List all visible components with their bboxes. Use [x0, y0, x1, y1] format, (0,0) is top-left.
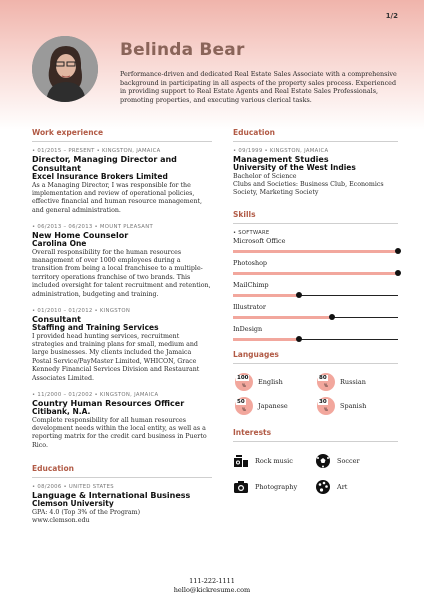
degree-type: Bachelor of Science [233, 172, 297, 180]
language-name: Japanese [258, 401, 288, 410]
entry-meta: • 09/1999 • KINGSTON, JAMAICA [233, 148, 329, 154]
language-item [233, 370, 315, 394]
section-title-interests: Interests [233, 428, 398, 442]
interests-grid [233, 448, 398, 500]
language-name: Spanish [340, 401, 367, 410]
section-title-education: Education [32, 464, 212, 478]
entry-description: As a Managing Director, I was responsible for the implementation and review of operational policies, effective financial and human resource management, and general administration. [32, 181, 203, 214]
skill-item [233, 325, 398, 340]
language-item [315, 370, 397, 394]
percent-sign: % [324, 406, 328, 412]
left-column [32, 128, 212, 534]
entry-meta: • 01/2010 – 01/2012 • KINGSTON [32, 308, 131, 315]
skill-level-fill [233, 250, 398, 253]
entry-meta: • 08/2006 • UNITED STATES [32, 484, 114, 491]
entry-role: Consultant [32, 315, 82, 325]
skill-level-bar [233, 339, 398, 340]
footer-contact [0, 577, 424, 595]
interest-item [315, 448, 397, 474]
work-entry [32, 148, 212, 215]
education-entry [32, 484, 212, 525]
interest-item [233, 474, 315, 500]
skill-level-bar [233, 251, 398, 252]
phone-number: 111-222-1111 [189, 577, 235, 585]
entry-role: Country Human Resources Officer [32, 399, 185, 408]
language-item [233, 394, 315, 418]
skill-level-fill [233, 272, 398, 275]
degree: Language & International Business [32, 491, 191, 501]
gpa: GPA: 4.0 (Top 3% of the Program) [32, 508, 141, 516]
skill-level-bar [233, 295, 398, 296]
entry-company: Staffing and Training Services [32, 323, 159, 333]
skill-item [233, 237, 398, 252]
proficiency-circle [235, 397, 253, 415]
skill-level-fill [233, 338, 299, 341]
work-entry [32, 392, 212, 450]
skill-item [233, 303, 398, 318]
school: Clemson University [32, 499, 114, 509]
entry-description: Overall responsibility for the human resources management of over 1000 employees during a transition from being a local franchisee to a multiple-territory operations franchise of two brands. This included oversight for talent recruitment and retention, administration, budgeting and training. [32, 248, 211, 298]
interest-name: Photography [255, 482, 298, 491]
skill-name: Microsoft Office [233, 236, 286, 245]
language-name: Russian [340, 377, 366, 386]
camera-icon [233, 479, 249, 495]
entry-meta: • 11/2000 – 01/2002 • KINGSTON, JAMAICA [32, 392, 159, 398]
email-address[interactable]: hello@kickresume.com [173, 586, 251, 594]
profile-summary: Performance-driven and dedicated Real Estate Sales Associate with a comprehensive background in participating in all aspects of the property sales process. Experienced in providing support to Real Estate Agents and Real Estate Sales Professionals, promoting properties, and executing various clerical tasks. [120, 70, 397, 104]
entry-meta: • 06/2013 – 06/2013 • MOUNT PLEASANT [32, 224, 154, 231]
degree: Management Studies [233, 155, 329, 164]
skill-name: Photoshop [233, 258, 268, 267]
school-url[interactable]: www.clemson.edu [32, 517, 90, 525]
soccer-ball-icon [315, 453, 331, 469]
skill-level-knob [395, 270, 401, 276]
proficiency-circle [235, 373, 253, 391]
palette-icon [315, 479, 331, 495]
proficiency-circle [317, 373, 335, 391]
skill-level-bar [233, 317, 398, 318]
section-title-education: Education [233, 128, 398, 142]
proficiency-value: 80 [319, 374, 327, 381]
candidate-name: Belinda Bear [120, 40, 245, 60]
skill-level-fill [233, 316, 332, 319]
school: University of the West Indies [233, 163, 356, 172]
proficiency-value: 100 [237, 374, 249, 381]
entry-company: Excel Insurance Brokers Limited [32, 172, 168, 181]
entry-description: I provided head hunting services, recruitment strategies and training plans for small, medium and large businesses. My clients included the Jamaica Postal Service/PayMaster Limited, WHICON, Grace Kennedy Financial Services Division and Restaurant Associates Limited. [32, 332, 200, 382]
skill-name: InDesign [233, 324, 263, 333]
section-title-languages: Languages [233, 350, 398, 364]
interest-name: Soccer [337, 456, 360, 465]
entry-role: New Home Counselor [32, 231, 129, 241]
interest-item [233, 448, 315, 474]
skill-level-knob [329, 314, 335, 320]
entry-role: Director, Managing Director and Consultant [32, 155, 177, 173]
language-name: English [258, 377, 283, 386]
right-column [233, 128, 398, 500]
skill-item [233, 281, 398, 296]
proficiency-circle [317, 397, 335, 415]
interest-item [315, 474, 397, 500]
education-entry [233, 148, 398, 198]
skills-list [233, 237, 398, 340]
music-icon [233, 453, 249, 469]
entry-company: Citibank, N.A. [32, 407, 91, 416]
work-entry [32, 308, 212, 383]
work-entry [32, 224, 212, 299]
skill-level-knob [296, 336, 302, 342]
interest-name: Art [337, 482, 348, 491]
skill-name: MailChimp [233, 280, 269, 289]
percent-sign: % [242, 382, 246, 388]
entry-meta: • 01/2015 – PRESENT • KINGSTON, JAMAICA [32, 148, 161, 154]
section-title-work: Work experience [32, 128, 212, 142]
proficiency-value: 50 [237, 398, 245, 405]
entry-description: Complete responsibility for all human resources development needs within the local entity, as well as a reporting matrix for the credit card business in Puerto Rico. [32, 416, 207, 449]
percent-sign: % [242, 406, 246, 412]
profile-photo [32, 36, 98, 102]
section-title-skills: Skills [233, 210, 398, 224]
page-number: 1/2 [385, 12, 398, 20]
skill-level-bar [233, 273, 398, 274]
proficiency-value: 30 [319, 398, 327, 405]
skill-level-knob [296, 292, 302, 298]
language-item [315, 394, 397, 418]
percent-sign: % [324, 382, 328, 388]
skill-level-knob [395, 248, 401, 254]
skill-level-fill [233, 294, 299, 297]
skill-name: Illustrator [233, 302, 266, 311]
interest-name: Rock music [255, 456, 293, 465]
clubs: Clubs and Societies: Business Club, Economics Society, Marketing Society [233, 180, 384, 197]
skill-item [233, 259, 398, 274]
entry-company: Carolina One [32, 239, 87, 249]
languages-grid [233, 370, 398, 418]
skill-category: • SOFTWARE [233, 229, 270, 236]
